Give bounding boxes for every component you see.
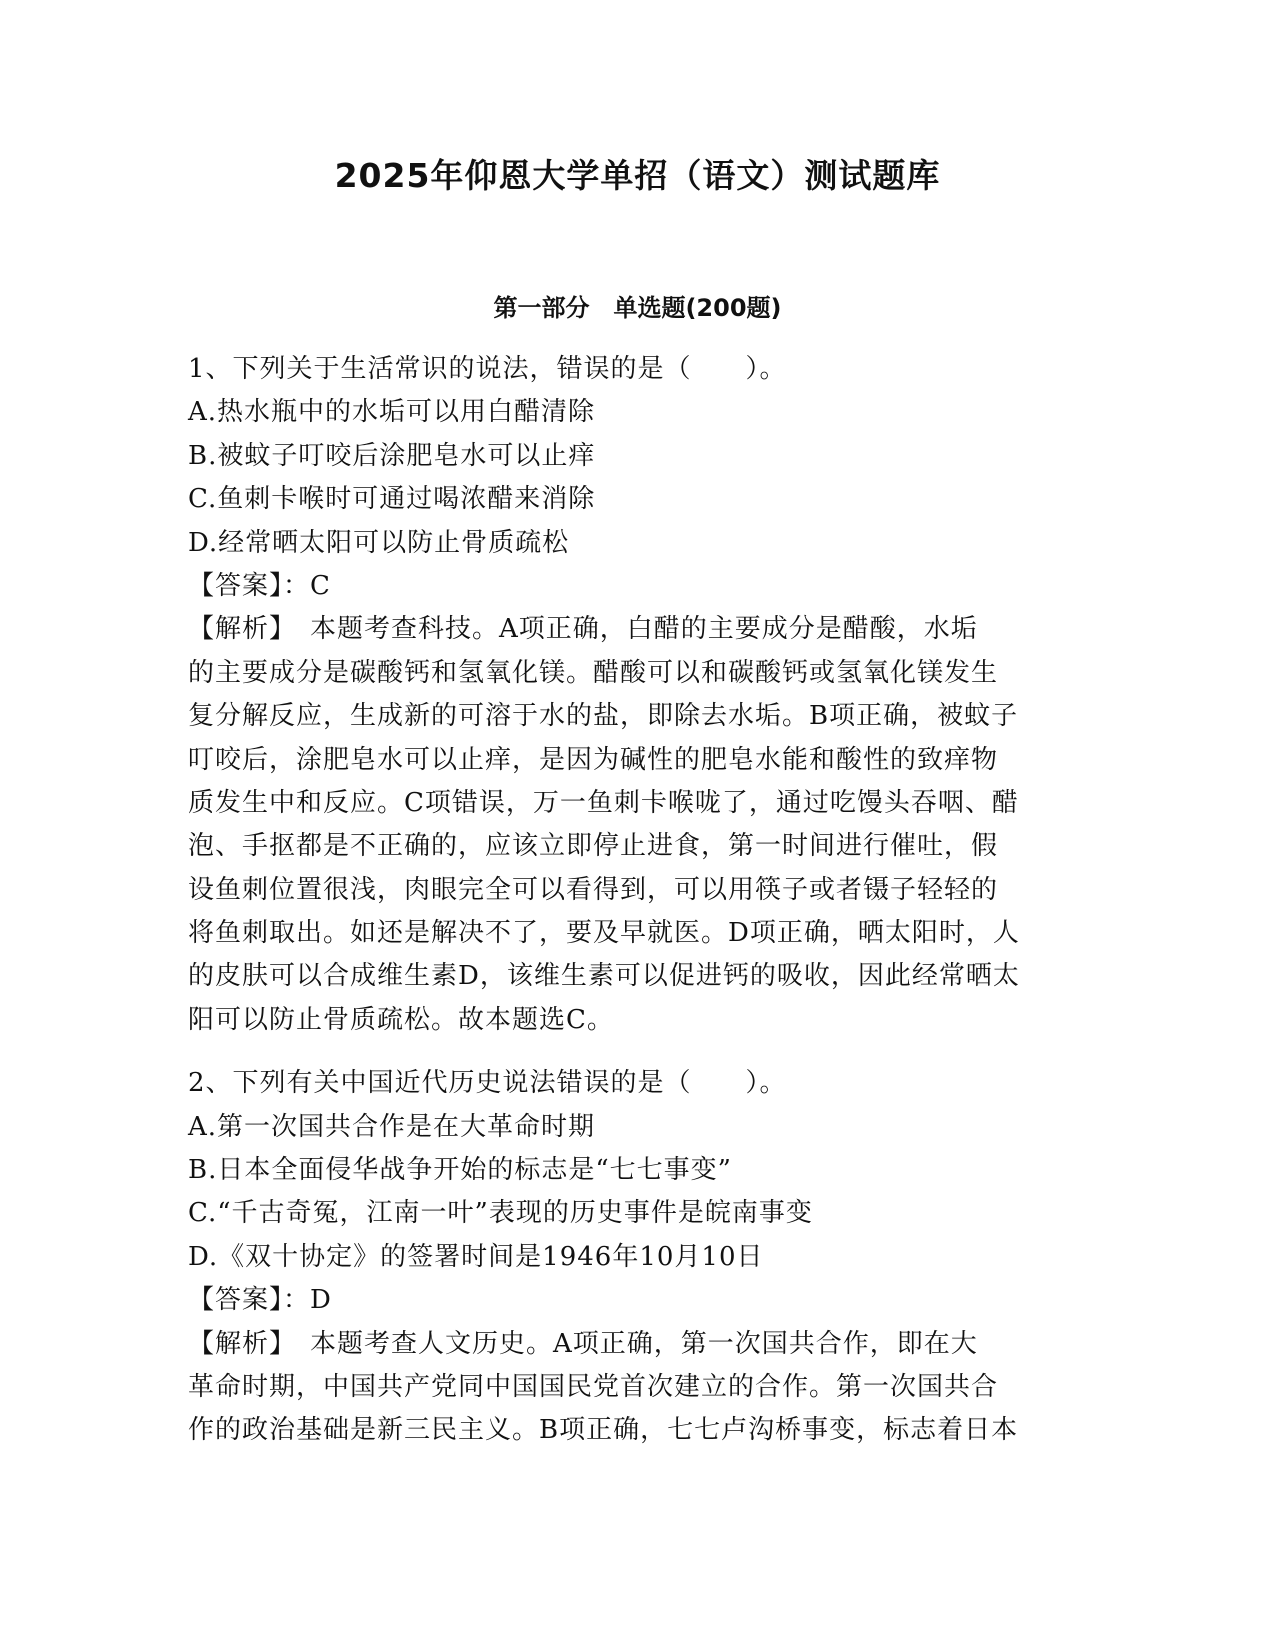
analysis-line: 泡、手抠都是不正确的，应该立即停止进食，第一时间进行催吐，假 — [188, 831, 999, 862]
option-c: C.“千古奇冤，江南一叶”表现的历史事件是皖南事变 — [188, 1198, 813, 1229]
analysis-line: 的主要成分是碳酸钙和氢氧化镁。醋酸可以和碳酸钙或氢氧化镁发生 — [188, 657, 999, 688]
option-a: A.热水瓶中的水垢可以用白醋清除 — [188, 397, 596, 428]
analysis-line: 革命时期，中国共产党同中国国民党首次建立的合作。第一次国共合 — [188, 1371, 999, 1402]
question-2 — [188, 1062, 1088, 1453]
option-d: D.经常晒太阳可以防止骨质疏松 — [188, 527, 570, 558]
analysis-line: 复分解反应，生成新的可溶于水的盐，即除去水垢。B项正确，被蚊子 — [188, 701, 1019, 732]
option-a: A.第一次国共合作是在大革命时期 — [188, 1111, 596, 1142]
answer: 【答案】：C — [188, 570, 331, 601]
analysis-line: 作的政治基础是新三民主义。B项正确，七七卢沟桥事变，标志着日本 — [188, 1415, 1019, 1446]
analysis-line: 【解析】 本题考查科技。A项正确，白醋的主要成分是醋酸，水垢 — [188, 614, 978, 645]
analysis-line: 叮咬后，涂肥皂水可以止痒，是因为碱性的肥皂水能和酸性的致痒物 — [188, 744, 999, 775]
question-stem: 2、下列有关中国近代历史说法错误的是（ ）。 — [188, 1068, 787, 1099]
answer: 【答案】：D — [188, 1285, 332, 1316]
analysis-line: 将鱼刺取出。如还是解决不了，要及早就医。D项正确，晒太阳时，人 — [188, 918, 1020, 949]
option-b: B.日本全面侵华战争开始的标志是“七七事变” — [188, 1155, 732, 1186]
question-spacer — [188, 1042, 1088, 1062]
analysis-line: 阳可以防止骨质疏松。故本题选C。 — [188, 1004, 614, 1035]
analysis — [188, 608, 1088, 1042]
analysis-line: 【解析】 本题考查人文历史。A项正确，第一次国共合作，即在大 — [188, 1328, 978, 1359]
analysis-line: 的皮肤可以合成维生素D，该维生素可以促进钙的吸收，因此经常晒太 — [188, 961, 1020, 992]
analysis-line: 设鱼刺位置很浅，肉眼完全可以看得到，可以用筷子或者镊子轻轻的 — [188, 874, 999, 905]
analysis — [188, 1323, 1088, 1453]
question-stem: 1、下列关于生活常识的说法，错误的是（ ）。 — [188, 354, 787, 384]
document-title: 2025年仰恩大学单招（语文）测试题库 — [334, 156, 941, 195]
question-1 — [188, 348, 1088, 1042]
option-d: D.《双十协定》的签署时间是1946年10月10日 — [188, 1241, 764, 1272]
option-c: C.鱼刺卡喉时可通过喝浓醋来消除 — [188, 484, 596, 515]
section-heading: 第一部分 单选题(200题) — [493, 294, 782, 322]
analysis-line: 质发生中和反应。C项错误，万一鱼刺卡喉咙了，通过吃馒头吞咽、醋 — [188, 787, 1019, 818]
question-list — [188, 348, 1088, 1453]
option-b: B.被蚊子叮咬后涂肥皂水可以止痒 — [188, 440, 596, 471]
